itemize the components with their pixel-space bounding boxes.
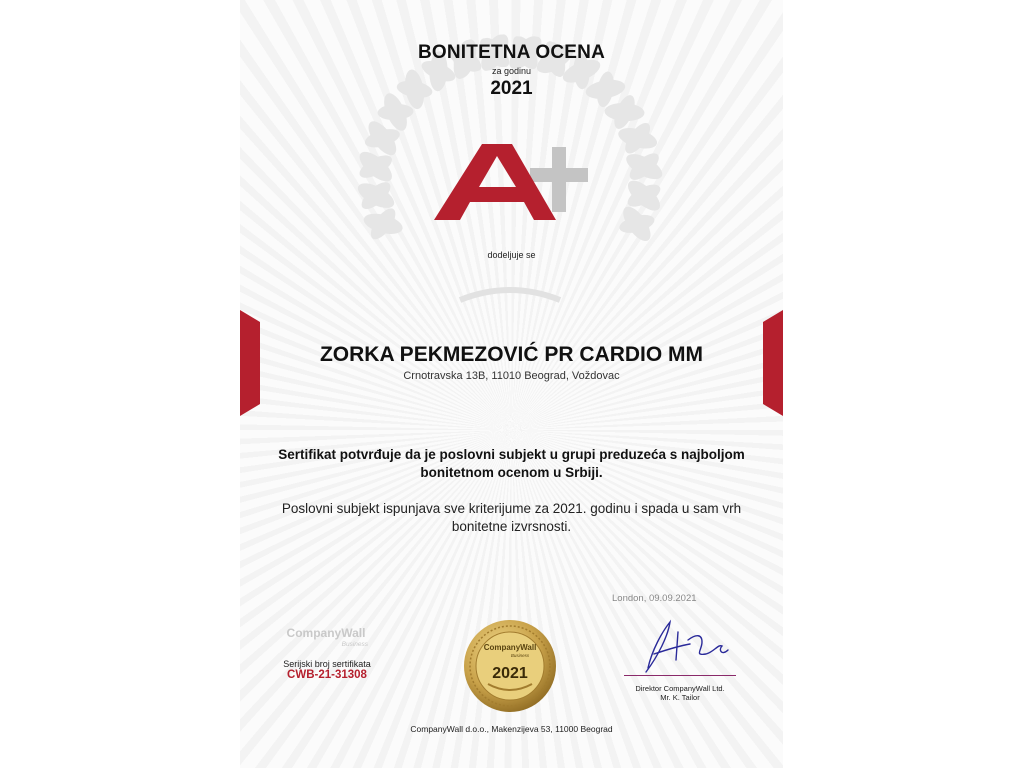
seal-sub: Business — [510, 653, 530, 658]
awarded-to-label: dodeljuje se — [487, 250, 536, 260]
signer-block — [600, 684, 760, 702]
gold-seal-icon — [462, 618, 558, 714]
grade-a-plus-icon — [430, 142, 600, 222]
issuer-logo-main: CompanyWall — [286, 626, 366, 640]
signature-line — [624, 675, 736, 676]
certificate — [240, 0, 783, 768]
place-date: London, 09.09.2021 — [612, 593, 697, 604]
serial-number: CWB-21-31308 — [287, 669, 367, 681]
signer-name: Mr. K. Tailor — [660, 693, 700, 702]
footer-address: CompanyWall d.o.o., Makenzijeva 53, 11000 Beograd — [410, 724, 613, 734]
company-name: ZORKA PEKMEZOVIĆ PR CARDIO MM — [319, 343, 704, 366]
statement-bold: Sertifikat potvrđuje da je poslovni subjekt u grupi preduzeća s najboljom bonitetnom ocenom u Srbiji. — [278, 447, 745, 480]
seal-year: 2021 — [492, 665, 528, 682]
signer-title: Direktor CompanyWall Ltd. — [635, 684, 725, 693]
issuer-logo — [276, 628, 376, 650]
issuer-logo-sub: Business — [341, 641, 368, 648]
company-address: Crnotravska 13B, 11010 Beograd, Voždovac — [403, 370, 620, 382]
certificate-year: 2021 — [490, 78, 533, 99]
serial-label: Serijski broj sertifikata — [283, 659, 371, 669]
statement-regular: Poslovni subjekt ispunjava sve kriterijume za 2021. godinu i spada u sam vrh bonitetne izvrsnosti. — [281, 501, 742, 534]
seal-brand: CompanyWall — [483, 643, 537, 652]
signature-icon — [618, 610, 748, 682]
for-year-label: za godinu — [491, 66, 532, 76]
certificate-title: BONITETNA OCENA — [417, 42, 606, 63]
